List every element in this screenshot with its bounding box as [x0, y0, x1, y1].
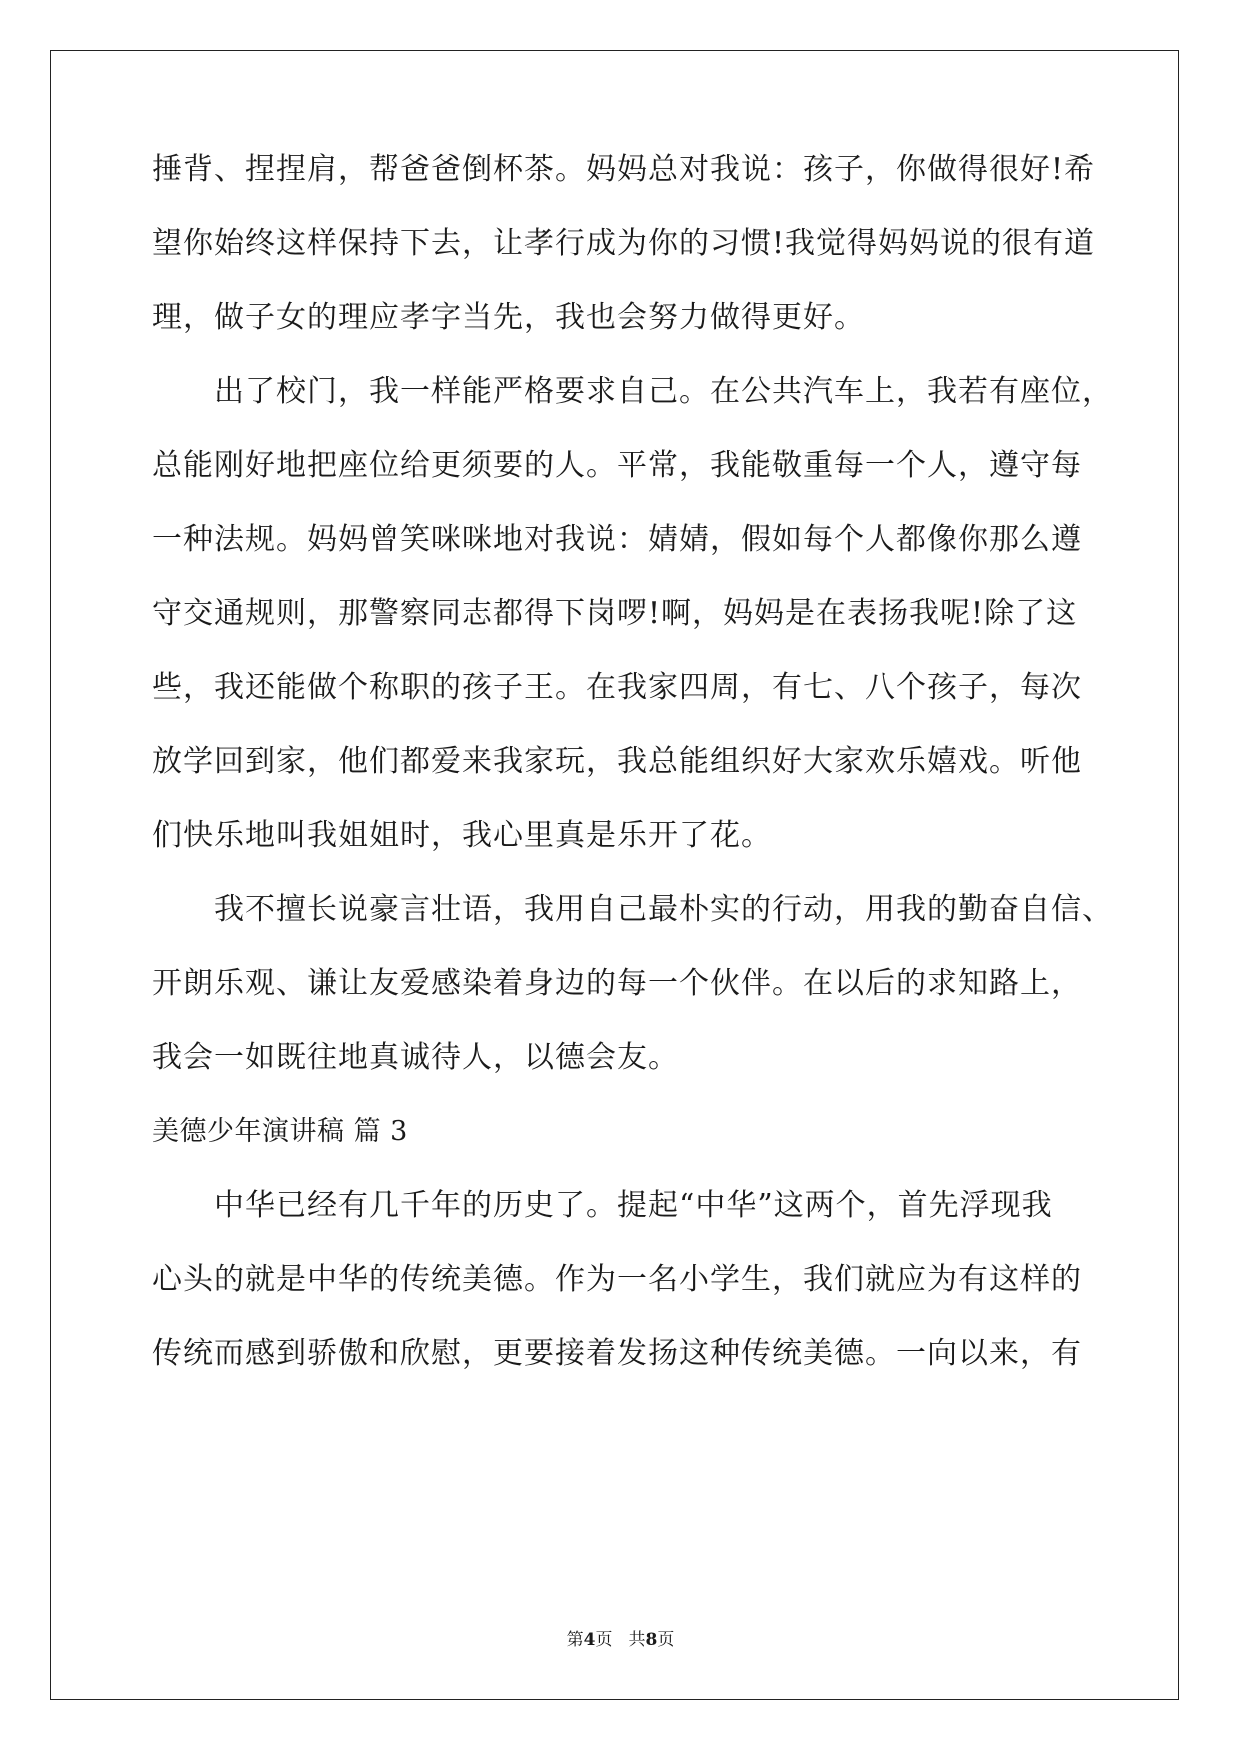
- total-suffix: 页: [657, 1630, 675, 1650]
- section-heading: 美德少年演讲稿 篇 3: [152, 1116, 408, 1147]
- paragraph-start-line: 中华已经有几千年的历史了。提起“中华”这两个，首先浮现我: [214, 1188, 1053, 1223]
- total-prefix: 共: [628, 1630, 646, 1650]
- text-line: 捶背、捏捏肩，帮爸爸倒杯茶。妈妈总对我说：孩子，你做得很好!希: [152, 152, 1096, 187]
- text-line: 理，做子女的理应孝字当先，我也会努力做得更好。: [152, 300, 865, 335]
- text-line: 开朗乐观、谦让友爱感染着身边的每一个伙伴。在以后的求知路上，: [152, 966, 1082, 1001]
- page-border: [50, 50, 1179, 1700]
- paragraph-start-line: 出了校门，我一样能严格要求自己。在公共汽车上，我若有座位，: [214, 374, 1113, 409]
- text-line: 心头的就是中华的传统美德。作为一名小学生，我们就应为有这样的: [152, 1262, 1082, 1297]
- text-line: 望你始终这样保持下去，让孝行成为你的习惯!我觉得妈妈说的很有道: [152, 226, 1096, 261]
- paragraph-start-line: 我不擅长说豪言壮语，我用自己最朴实的行动，用我的勤奋自信、: [214, 892, 1113, 927]
- page-number: 4: [583, 1630, 596, 1650]
- text-line: 些，我还能做个称职的孩子王。在我家四周，有七、八个孩子，每次: [152, 670, 1082, 705]
- text-line: 们快乐地叫我姐姐时，我心里真是乐开了花。: [152, 818, 772, 853]
- total-pages: 8: [645, 1630, 658, 1650]
- text-line: 传统而感到骄傲和欣慰，更要接着发扬这种传统美德。一向以来，有: [152, 1336, 1082, 1371]
- text-line: 守交通规则，那警察同志都得下岗啰!啊，妈妈是在表扬我呢!除了这: [152, 596, 1078, 631]
- text-line: 放学回到家，他们都爱来我家玩，我总能组织好大家欢乐嬉戏。听他: [152, 744, 1082, 779]
- text-line: 我会一如既往地真诚待人，以德会友。: [152, 1040, 679, 1075]
- page-prefix: 第: [566, 1630, 584, 1650]
- page-footer: [0, 1630, 1241, 1650]
- text-line: 一种法规。妈妈曾笑咪咪地对我说：婧婧，假如每个人都像你那么遵: [152, 522, 1082, 557]
- page-suffix: 页: [595, 1630, 613, 1650]
- text-line: 总能刚好地把座位给更须要的人。平常，我能敬重每一个人，遵守每: [152, 448, 1082, 483]
